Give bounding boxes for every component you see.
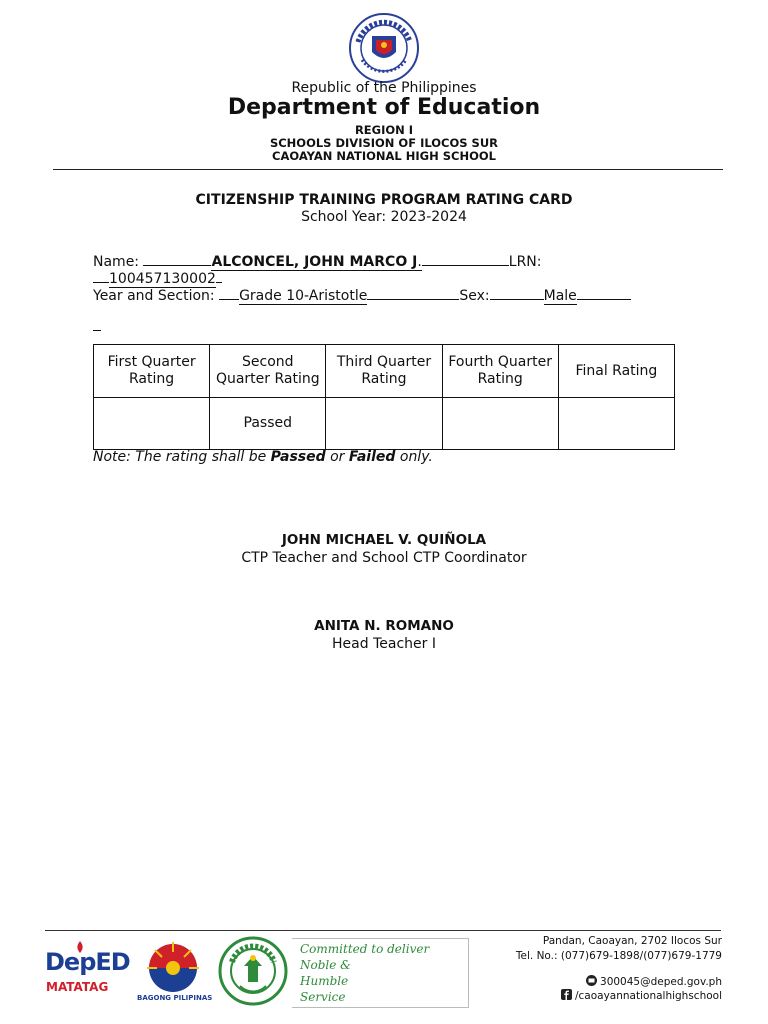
cell-second-quarter: Passed (210, 398, 326, 450)
signatory-name-2: ANITA N. ROMANO (314, 618, 454, 634)
deped-matatag-logo (45, 940, 130, 1006)
deped-seal-icon (342, 12, 426, 84)
footer-divider (45, 930, 721, 931)
rating-table (93, 344, 675, 450)
header-third-quarter: Third Quarter Rating (326, 345, 442, 398)
motto-line-2: Noble & (300, 958, 351, 972)
bagong-pilipinas-logo (137, 938, 213, 1004)
school-heading: CAOAYAN NATIONAL HIGH SCHOOL (272, 149, 496, 163)
cell-fourth-quarter (442, 398, 558, 450)
footer-email-row (586, 975, 722, 988)
school-seal-icon (218, 936, 288, 1006)
email-icon (586, 975, 597, 986)
underline-overflow (93, 330, 101, 331)
footer-tel: Tel. No.: (077)679-1898/(077)679-1779 (515, 950, 722, 962)
name-label: Name: (93, 254, 140, 270)
header-final-rating: Final Rating (558, 345, 674, 398)
republic-heading: Republic of the Philippines (291, 80, 477, 96)
motto-box (292, 938, 469, 1008)
bagong-pilipinas-label: BAGONG PILIPINAS (137, 994, 213, 1002)
name-value: ALCONCEL, JOHN MARCO J (211, 254, 418, 270)
header-first-quarter: First Quarter Rating (94, 345, 210, 398)
header-fourth-quarter: Fourth Quarter Rating (442, 345, 558, 398)
table-row (94, 398, 675, 450)
note-failed: Failed (348, 449, 396, 465)
header-second-quarter: Second Quarter Rating (210, 345, 326, 398)
header-divider (53, 169, 723, 170)
table-header-row (94, 345, 675, 398)
motto-line-4: Service (300, 990, 346, 1004)
cell-first-quarter (94, 398, 210, 450)
name-line (93, 254, 541, 271)
lrn-label: LRN: (508, 254, 542, 270)
school-year: School Year: 2023-2024 (301, 209, 467, 225)
card-title: CITIZENSHIP TRAINING PROGRAM RATING CARD (195, 192, 573, 208)
matatag-wordmark: MATATAG (46, 980, 109, 994)
department-heading: Department of Education (227, 95, 541, 120)
year-section-label: Year and Section: (93, 288, 215, 304)
lrn-value: 100457130002 (109, 271, 216, 287)
signatory-role-2: Head Teacher I (332, 636, 436, 652)
region-heading: REGION I (354, 123, 414, 137)
motto-line-1: Committed to deliver (300, 942, 430, 956)
signatory-name-1: JOHN MICHAEL V. QUIÑOLA (281, 532, 487, 548)
rating-note: Note: The rating shall be Passed or Failed only. (93, 449, 433, 465)
facebook-icon (561, 989, 572, 1000)
cell-third-quarter (326, 398, 442, 450)
name-suffix: . (417, 254, 422, 270)
deped-wordmark: DepED (45, 948, 130, 976)
footer-address: Pandan, Caoayan, 2702 Ilocos Sur (542, 935, 722, 947)
motto-line-3: Humble (300, 974, 349, 988)
footer-facebook-row (561, 989, 722, 1002)
bagong-pilipinas-icon (143, 938, 203, 994)
cell-final-rating (558, 398, 674, 450)
sex-label: Sex: (459, 288, 490, 304)
year-section-value: Grade 10-Aristotle (239, 288, 368, 304)
division-heading: SCHOOLS DIVISION OF ILOCOS SUR (269, 136, 499, 150)
note-passed: Passed (270, 449, 326, 465)
signatory-role-1: CTP Teacher and School CTP Coordinator (241, 550, 527, 566)
year-section-line (93, 288, 631, 305)
footer-facebook[interactable]: /caoayannationalhighschool (574, 990, 722, 1002)
sex-value: Male (543, 288, 577, 304)
footer-email[interactable]: 300045@deped.gov.ph (600, 976, 722, 988)
lrn-line (93, 271, 222, 288)
